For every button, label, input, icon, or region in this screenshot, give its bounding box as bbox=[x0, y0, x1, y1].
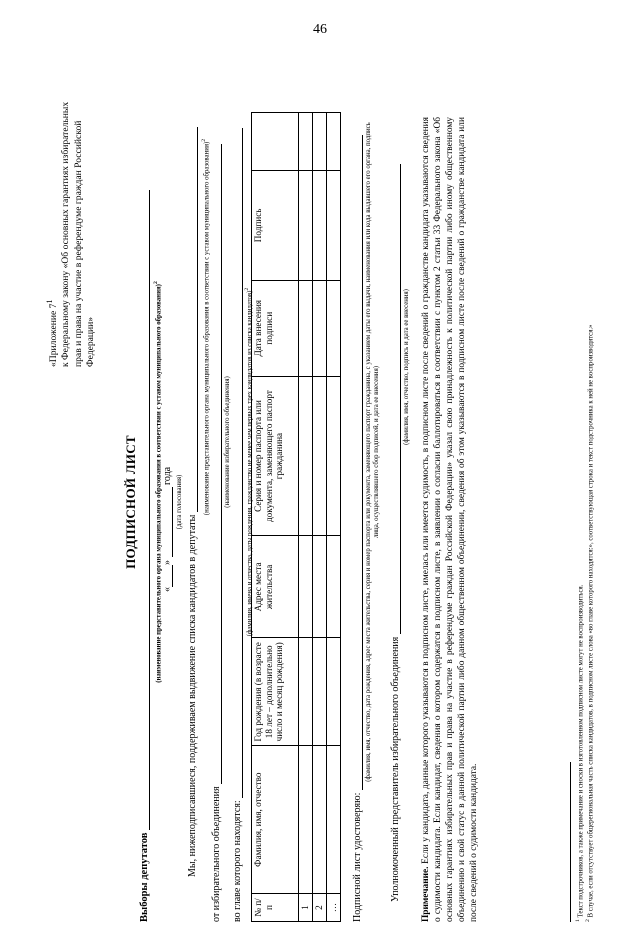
table-cell[interactable] bbox=[313, 170, 327, 280]
table-header-row bbox=[252, 113, 299, 922]
support-line bbox=[187, 127, 198, 877]
elections-caption: (наименование представительного органа муниципального образования в соответствии с уставом муниципального образования)$^2$ bbox=[153, 281, 163, 683]
table-cell[interactable] bbox=[313, 746, 327, 894]
appendix-line1: «Приложение 7 bbox=[48, 303, 60, 367]
table-cell[interactable] bbox=[327, 113, 341, 171]
date-close-quote: » bbox=[162, 560, 173, 565]
col-signature-header: Подпись bbox=[252, 170, 299, 280]
signatures-table bbox=[251, 112, 341, 922]
support-blank[interactable] bbox=[197, 127, 198, 512]
table-row bbox=[313, 113, 327, 922]
support-caption: (наименование представительного органа муниципального образования в соответствии с уставом муниципального образования)$^2$ bbox=[201, 138, 211, 516]
col-birth-year-header: Год рождения (в возрасте 18 лет – дополнительно число и месяц рождения) bbox=[252, 638, 299, 746]
row-number: 2 bbox=[313, 894, 327, 922]
note-paragraph bbox=[421, 117, 481, 922]
note-text: Если у кандидата, данные которого указываются в подписном листе, имелась или имеется судимость, в подписном листе после сведений о гражданстве кандидата указываются сведения о судимости кандидата. Если кандидат, сведения о котором содержатся в подписном листе, в заявлении о согласии баллотироваться в соответствии с пунктом 2 статьи 33 Федерального закона «Об основных гарантиях избирательных прав и права на участие в референдуме граждан Российской Федерации» указал свою принадлежность к политической партии либо иному общественному объединению и свой статус в данной политической партии либо данном общественном объединении, сведения об этом указываются в подписном листе после сведений о гражданстве кандидата или после сведений о судимости кандидата. bbox=[421, 117, 479, 922]
table-row bbox=[327, 113, 341, 922]
footnote-mark: 2 bbox=[585, 919, 591, 922]
note-label: Примечание. bbox=[421, 866, 431, 922]
table-cell[interactable] bbox=[313, 536, 327, 638]
association-line bbox=[211, 144, 222, 922]
table-cell[interactable] bbox=[327, 280, 341, 376]
elections-label: Выборы депутатов bbox=[139, 832, 150, 922]
footnote-text: Текст подстрочников, а также примечание и сноски в изготовленном подписном листе могут не воспроизводиться. bbox=[577, 584, 585, 918]
table-cell[interactable] bbox=[299, 113, 313, 171]
certified-text: Подписной лист удостоверяю: bbox=[352, 792, 363, 922]
footnote-mark: 1 bbox=[45, 299, 54, 304]
footnote-divider bbox=[570, 762, 571, 922]
table-cell[interactable] bbox=[313, 638, 327, 746]
elections-blank[interactable] bbox=[149, 190, 150, 830]
table-cell[interactable] bbox=[299, 638, 313, 746]
list-head-caption: (фамилии, имена и отчества, даты рождения, гражданство не менее чем первых трех кандидатов из списка кандидатов)$^2$ bbox=[244, 287, 254, 637]
table-cell[interactable] bbox=[299, 170, 313, 280]
table-cell[interactable] bbox=[327, 536, 341, 638]
footnote-text: В случае, если отсутствует общерегиональная часть списка кандидатов, в подписном листе слова «во главе которого находятся:», соответствующая строка и текст подстрочника к ней не воспроизводятся.» bbox=[587, 324, 595, 918]
table-cell[interactable] bbox=[299, 280, 313, 376]
footnote-mark: 1 bbox=[575, 919, 581, 922]
day-blank[interactable] bbox=[172, 565, 173, 587]
col-extra-header bbox=[252, 113, 299, 171]
year-label: года bbox=[162, 466, 173, 485]
table-cell[interactable] bbox=[327, 746, 341, 894]
appendix-line2: к Федеральному закону «Об основных гарантиях избирательных прав и права на участие в референдуме граждан Российской Федерации» bbox=[60, 101, 96, 367]
certified-blank[interactable] bbox=[362, 135, 363, 790]
table-cell[interactable] bbox=[327, 638, 341, 746]
footnote-mark: 2 bbox=[244, 287, 250, 291]
list-head-line bbox=[232, 128, 243, 922]
footnote-mark: 2 bbox=[201, 138, 207, 142]
table-cell[interactable] bbox=[327, 376, 341, 536]
representative-line bbox=[390, 164, 401, 902]
representative-caption: (фамилия, имя, отчество, подпись и дата ее внесения) bbox=[403, 289, 410, 445]
table-cell[interactable] bbox=[313, 113, 327, 171]
association-caption: (наименование избирательного объединения) bbox=[224, 376, 231, 508]
certified-line bbox=[352, 135, 363, 922]
table-cell[interactable] bbox=[327, 170, 341, 280]
col-address-header: Адрес места жительства bbox=[252, 536, 299, 638]
col-passport-header: Серия и номер паспорта или документа, заменяющего паспорт гражданина bbox=[252, 376, 299, 536]
table-row bbox=[299, 113, 313, 922]
footnote-2 bbox=[585, 112, 595, 922]
footnote-1 bbox=[575, 112, 585, 922]
appendix-reference bbox=[45, 97, 97, 367]
table-cell[interactable] bbox=[313, 376, 327, 536]
col-fullname-header: Фамилия, имя, отчество bbox=[252, 746, 299, 894]
col-signing-date-header: Дата внесения подписи bbox=[252, 280, 299, 376]
footnote-mark: 2 bbox=[153, 281, 159, 285]
voting-date-line bbox=[162, 467, 173, 592]
form-title: ПОДПИСНОЙ ЛИСТ bbox=[123, 435, 138, 569]
table-cell[interactable] bbox=[299, 536, 313, 638]
list-head-text: во главе которого находятся: bbox=[232, 800, 243, 922]
page-number: 46 bbox=[313, 22, 327, 37]
signature-sheet-form bbox=[25, 72, 615, 932]
representative-blank[interactable] bbox=[400, 164, 401, 634]
row-number: … bbox=[327, 894, 341, 922]
table-cell[interactable] bbox=[313, 280, 327, 376]
association-text: от избирательного объединения bbox=[211, 786, 222, 922]
date-open-quote: « bbox=[162, 587, 173, 592]
col-number-header: № п/п bbox=[252, 894, 299, 922]
representative-text: Уполномоченный представитель избирательного объединения bbox=[390, 636, 401, 902]
list-head-blank[interactable] bbox=[242, 128, 243, 798]
certified-caption: (фамилия, имя, отчество, дата рождения, адрес места жительства, серия и номер паспорта или документа, заменяющего паспорт гражданина, с указанием даты его выдачи, наименования или кода выдавшего его органа, подпись лица, осуществлявшего сбор подписей, и дата ее внесения) bbox=[365, 122, 381, 782]
support-text: Мы, нижеподписавшиеся, поддерживаем выдвижение списка кандидатов в депутаты bbox=[187, 514, 198, 877]
month-blank[interactable] bbox=[172, 488, 173, 558]
elections-line bbox=[139, 190, 150, 922]
association-blank[interactable] bbox=[221, 144, 222, 784]
row-number: 1 bbox=[299, 894, 313, 922]
voting-date-caption: (дата голосования) bbox=[176, 474, 183, 530]
table-cell[interactable] bbox=[299, 376, 313, 536]
table-cell[interactable] bbox=[299, 746, 313, 894]
